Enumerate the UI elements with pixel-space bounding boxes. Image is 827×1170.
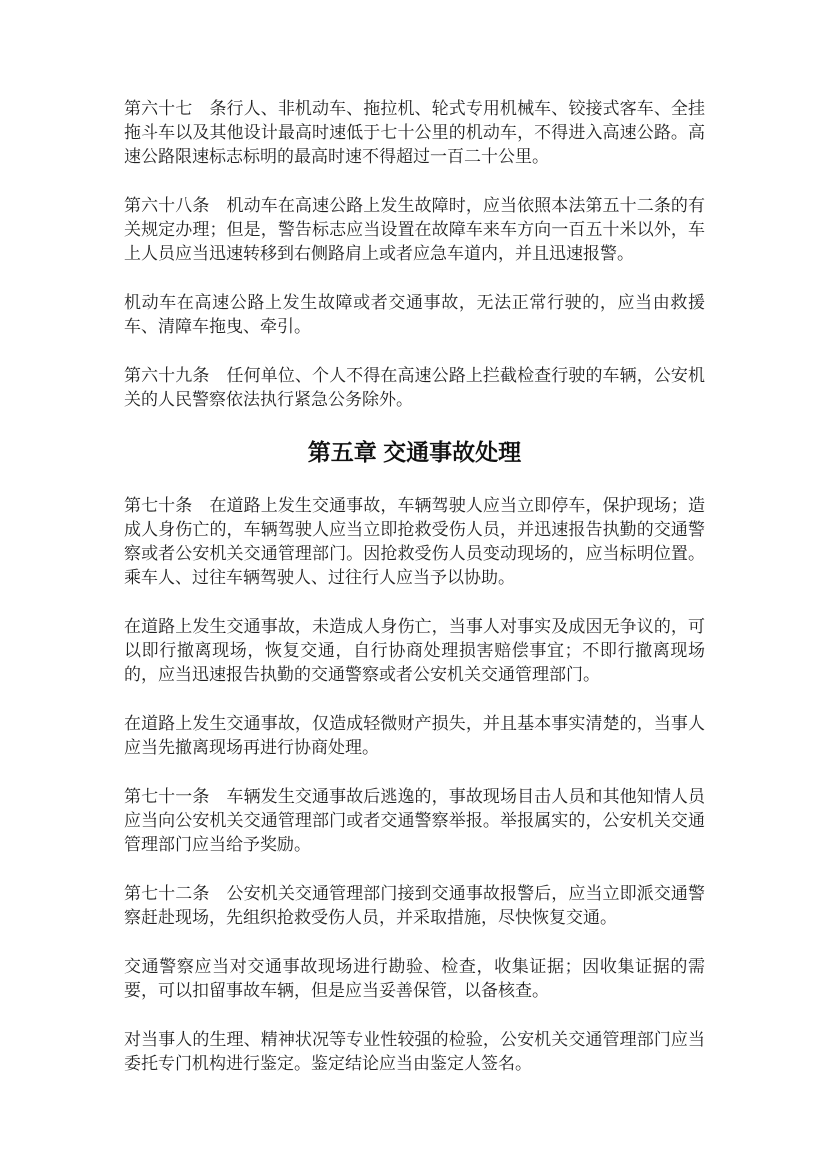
- chapter-heading: 第五章 交通事故处理: [307, 439, 522, 465]
- paragraph: 第六十八条 机动车在高速公路上发生故障时，应当依照本法第五十二条的有关规定办理；但是，警告标志应当设置在故障车来车方向一百五十米以外，车上人员应当迅速转移到右侧路肩上或者应急车道内，并且迅速报警。: [124, 196, 705, 263]
- paragraph: 第六十九条 任何单位、个人不得在高速公路上拦截检查行驶的车辆，公安机关的人民警察依法执行紧急公务除外。: [124, 366, 705, 409]
- paragraph: 交通警察应当对交通事故现场进行勘验、检查，收集证据；因收集证据的需要，可以扣留事故车辆，但是应当妥善保管，以备核查。: [124, 957, 705, 1000]
- paragraph: 第七十二条 公安机关交通管理部门接到交通事故报警后，应当立即派交通警察赶赴现场，先组织抢救受伤人员，并采取措施，尽快恢复交通。: [124, 884, 705, 927]
- paragraph: 在道路上发生交通事故，仅造成轻微财产损失，并且基本事实清楚的，当事人应当先撤离现场再进行协商处理。: [124, 714, 705, 757]
- paragraph: 对当事人的生理、精神状况等专业性较强的检验，公安机关交通管理部门应当委托专门机构进行鉴定。鉴定结论应当由鉴定人签名。: [124, 1030, 705, 1073]
- paragraph: 在道路上发生交通事故，未造成人身伤亡，当事人对事实及成因无争议的，可以即行撤离现场，恢复交通，自行协商处理损害赔偿事宜；不即行撤离现场的，应当迅速报告执勤的交通警察或者公安机关交通管理部门。: [124, 617, 705, 684]
- article-paragraphs-top: [124, 97, 705, 412]
- article-paragraphs-bottom: [124, 494, 705, 1076]
- paragraph: 机动车在高速公路上发生故障或者交通事故，无法正常行驶的，应当由救援车、清障车拖曳、牵引。: [124, 293, 705, 336]
- paragraph: 第七十条 在道路上发生交通事故，车辆驾驶人应当立即停车，保护现场；造成人身伤亡的，车辆驾驶人应当立即抢救受伤人员，并迅速报告执勤的交通警察或者公安机关交通管理部门。因抢救受伤人员变动现场的，应当标明位置。乘车人、过往车辆驾驶人、过往行人应当予以协助。: [124, 496, 705, 587]
- paragraph: 第七十一条 车辆发生交通事故后逃逸的，事故现场目击人员和其他知情人员应当向公安机关交通管理部门或者交通警察举报。举报属实的，公安机关交通管理部门应当给予奖励。: [124, 787, 705, 854]
- paragraph: 第六十七 条行人、非机动车、拖拉机、轮式专用机械车、铰接式客车、全挂拖斗车以及其他设计最高时速低于七十公里的机动车，不得进入高速公路。高速公路限速标志标明的最高时速不得超过一百二十公里。: [124, 99, 705, 166]
